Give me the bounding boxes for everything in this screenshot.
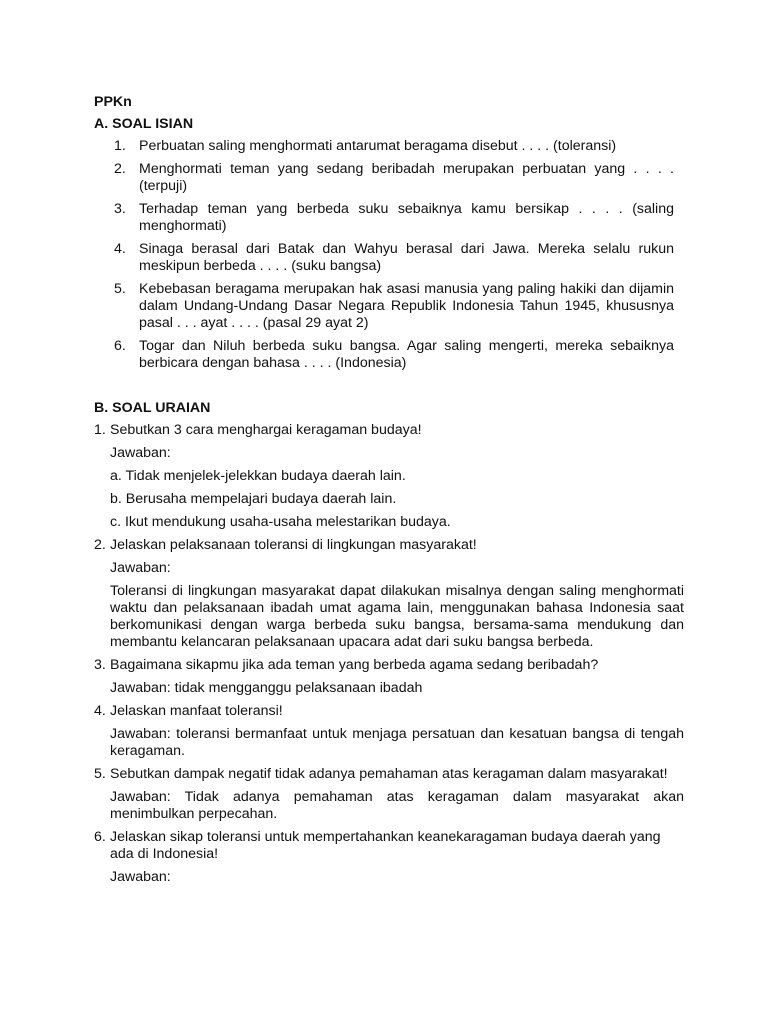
isian-item-text: Perbuatan saling menghormati antarumat beragama disebut . . . . (toleransi): [139, 138, 617, 154]
uraian-item-5: [94, 766, 684, 823]
isian-item-number: 5.: [114, 281, 126, 297]
uraian-item-2: [94, 537, 684, 651]
answer-text: Jawaban: tidak mengganggu pelaksanaan ibadah: [110, 680, 423, 696]
isian-item: [94, 241, 674, 275]
question-text: Jelaskan sikap toleransi untuk mempertahankan keanekaragaman budaya daerah yang ada di Indonesia!: [110, 829, 661, 862]
question-text: Sebutkan dampak negatif tidak adanya pemahaman atas keragaman dalam masyarakat!: [110, 766, 668, 782]
question-number: 1.: [94, 422, 106, 438]
question-number: 6.: [94, 829, 106, 845]
isian-item: [94, 161, 674, 195]
section-b-heading: B. SOAL URAIAN: [94, 400, 211, 416]
isian-list: [94, 138, 674, 378]
question-text: Sebutkan 3 cara menghargai keragaman budaya!: [110, 422, 422, 438]
isian-item-number: 3.: [114, 201, 126, 217]
question-number: 3.: [94, 657, 106, 673]
answer-option: c. Ikut mendukung usaha-usaha melestarikan budaya.: [110, 514, 451, 530]
isian-item: [94, 281, 674, 332]
document-title: PPKn: [94, 94, 132, 110]
section-a-heading: A. SOAL ISIAN: [94, 116, 194, 132]
question-text: Jelaskan pelaksanaan toleransi di lingkungan masyarakat!: [110, 537, 477, 553]
question-number: 4.: [94, 703, 106, 719]
isian-item: [94, 201, 674, 235]
answer-text: Toleransi di lingkungan masyarakat dapat dilakukan misalnya dengan saling menghormati waktu dan pelaksanaan ibadah umat agama lain, menggunakan bahasa Indonesia saat berkomunikasi dengan warga berbeda suku bangsa, bersama-sama mendukung dan membantu kelancaran pelaksanaan upacara adat dari suku bangsa berbeda.: [110, 583, 684, 650]
question-number: 5.: [94, 766, 106, 782]
isian-item: [94, 338, 674, 372]
uraian-item-4: [94, 703, 684, 760]
question-number: 2.: [94, 537, 106, 553]
answer-label: Jawaban:: [110, 560, 171, 576]
isian-item-text: Togar dan Niluh berbeda suku bangsa. Agar saling mengerti, mereka sebaiknya berbicara dengan bahasa . . . . (Indonesia): [139, 338, 674, 371]
question-text: Bagaimana sikapmu jika ada teman yang berbeda agama sedang beribadah?: [110, 657, 599, 673]
isian-item-text: Sinaga berasal dari Batak dan Wahyu berasal dari Jawa. Mereka selalu rukun meskipun berbeda . . . . (suku bangsa): [139, 241, 674, 274]
answer-option: b. Berusaha mempelajari budaya daerah lain.: [110, 491, 397, 507]
isian-item: [94, 138, 674, 155]
answer-text: Jawaban: Tidak adanya pemahaman atas keragaman dalam masyarakat akan menimbulkan perpecahan.: [110, 789, 684, 822]
isian-item-number: 2.: [114, 161, 126, 177]
answer-label: Jawaban:: [110, 869, 171, 885]
uraian-item-6: [94, 829, 684, 886]
isian-item-number: 1.: [114, 138, 126, 154]
question-text: Jelaskan manfaat toleransi!: [110, 703, 283, 719]
isian-item-text: Terhadap teman yang berbeda suku sebaiknya kamu bersikap . . . . (saling menghormati): [139, 201, 674, 234]
isian-item-text: Menghormati teman yang sedang beribadah merupakan perbuatan yang . . . . (terpuji): [139, 161, 674, 194]
uraian-item-3: [94, 657, 684, 697]
uraian-item-1: [94, 422, 684, 531]
answer-text: Jawaban: toleransi bermanfaat untuk menjaga persatuan dan kesatuan bangsa di tengah keragaman.: [110, 726, 684, 759]
isian-item-text: Kebebasan beragama merupakan hak asasi manusia yang paling hakiki dan dijamin dalam Undang-Undang Dasar Negara Republik Indonesia Tahun 1945, khususnya pasal . . . ayat . . . . (pasal 29 ayat 2): [139, 281, 674, 331]
answer-label: Jawaban:: [110, 445, 171, 461]
isian-item-number: 4.: [114, 241, 126, 257]
uraian-list: [94, 422, 684, 892]
isian-item-number: 6.: [114, 338, 126, 354]
answer-option: a. Tidak menjelek-jelekkan budaya daerah lain.: [110, 468, 406, 484]
